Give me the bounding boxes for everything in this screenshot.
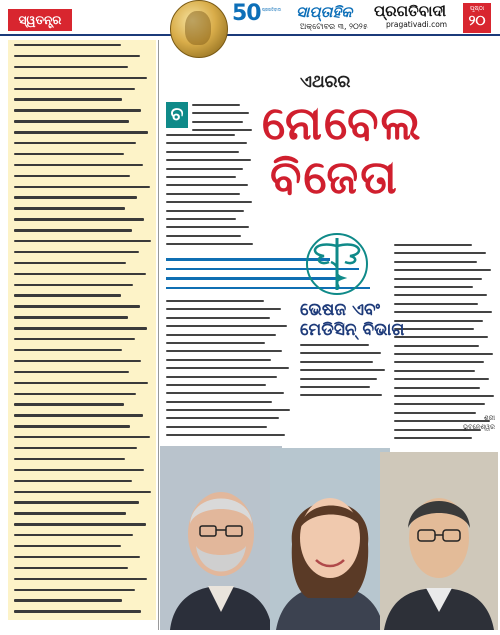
- text-line: [394, 286, 473, 288]
- text-line: [14, 447, 137, 449]
- text-line: [14, 153, 124, 155]
- text-line: [300, 352, 381, 354]
- byline-line-1: ଶ୍ରୀ: [483, 414, 495, 422]
- laureate-photo-1: [160, 446, 282, 630]
- masthead: [0, 0, 500, 34]
- text-line: [166, 434, 285, 436]
- text-line: [14, 512, 126, 514]
- main-text-left: [166, 300, 291, 442]
- anniversary-logo: [232, 3, 286, 31]
- text-line: [394, 294, 487, 296]
- text-line: [14, 251, 139, 253]
- text-line: [14, 131, 148, 133]
- text-line: [14, 480, 132, 482]
- text-line: [394, 244, 472, 246]
- text-line: [166, 226, 249, 228]
- text-line: [166, 359, 271, 361]
- text-line: [14, 196, 137, 198]
- headline-line-1: ନୋବେଲ: [262, 96, 423, 150]
- text-line: [166, 176, 236, 178]
- text-line: [394, 278, 482, 280]
- text-line: [166, 409, 290, 411]
- text-line: [14, 273, 146, 275]
- department-line-1: ଭେଷଜ ଏବଂ: [300, 300, 381, 320]
- text-line: [300, 386, 370, 388]
- text-line: [14, 578, 147, 580]
- text-line: [14, 305, 140, 307]
- text-line: [14, 120, 129, 122]
- text-line: [166, 317, 270, 319]
- text-line: [14, 142, 136, 144]
- text-line: [14, 534, 133, 536]
- text-line: [300, 361, 373, 363]
- text-line: [14, 164, 143, 166]
- text-line: [166, 384, 266, 386]
- text-line: [394, 261, 477, 263]
- department-line-2: ମେଡିସିନ୍ ବିଭାଗ: [300, 320, 405, 340]
- caduceus-icon: [298, 232, 376, 296]
- text-line: [14, 316, 128, 318]
- text-line: [300, 369, 385, 371]
- column-divider: [158, 40, 159, 630]
- text-line: [166, 342, 265, 344]
- text-line: [394, 303, 478, 305]
- text-line: [166, 243, 253, 245]
- text-line: [166, 367, 289, 369]
- text-line: [14, 469, 144, 471]
- text-line: [394, 328, 474, 330]
- intro-text-a: [192, 104, 254, 134]
- text-line: [14, 327, 147, 329]
- brand-name: ପ୍ରଗତିବାଦୀ: [374, 2, 447, 20]
- text-line: [166, 168, 243, 170]
- left-article-text: [8, 40, 156, 613]
- text-line: [394, 387, 480, 389]
- text-line: [192, 104, 240, 106]
- text-line: [300, 394, 382, 396]
- text-line: [192, 121, 243, 123]
- text-line: [14, 66, 128, 68]
- text-line: [166, 210, 244, 212]
- text-line: [394, 252, 486, 254]
- text-line: [166, 325, 287, 327]
- text-line: [394, 353, 493, 355]
- text-line: [166, 350, 282, 352]
- text-line: [166, 235, 241, 237]
- text-line: [166, 142, 247, 144]
- page-number: ୨୦: [468, 13, 486, 29]
- text-line: [166, 426, 267, 428]
- text-line: [166, 376, 277, 378]
- page-badge: [463, 3, 491, 33]
- text-line: [166, 134, 235, 136]
- text-line: [166, 308, 281, 310]
- text-line: [166, 193, 240, 195]
- text-line: [14, 599, 122, 601]
- issue-date: ଅକ୍ଟୋବର ୩, ୨୦୨୫: [300, 22, 368, 31]
- text-line: [14, 349, 122, 351]
- text-line: [166, 201, 252, 203]
- text-line: [166, 300, 264, 302]
- text-line: [394, 345, 479, 347]
- text-line: [14, 567, 128, 569]
- text-line: [14, 382, 148, 384]
- text-line: [14, 294, 121, 296]
- text-line: [166, 151, 239, 153]
- text-line: [14, 393, 136, 395]
- text-line: [14, 229, 132, 231]
- text-line: [14, 88, 135, 90]
- text-line: [394, 395, 494, 397]
- text-line: [192, 112, 249, 114]
- text-line: [14, 371, 129, 373]
- text-line: [14, 55, 140, 57]
- text-line: [14, 262, 126, 264]
- text-line: [14, 425, 130, 427]
- text-line: [166, 184, 248, 186]
- byline: [460, 414, 495, 432]
- text-line: [14, 360, 141, 362]
- text-line: [394, 437, 472, 439]
- site-url[interactable]: pragativadi.com: [386, 20, 448, 29]
- text-line: [14, 338, 135, 340]
- text-line: [14, 414, 143, 416]
- text-line: [14, 77, 147, 79]
- anniversary-number: 50: [232, 1, 261, 26]
- main-text-center: [300, 344, 388, 404]
- text-line: [14, 523, 146, 525]
- text-line: [14, 240, 151, 242]
- text-line: [166, 218, 236, 220]
- page-label: ପୃଷ୍ଠା: [469, 5, 485, 12]
- text-line: [394, 361, 484, 363]
- text-line: [394, 269, 491, 271]
- department-label: [300, 300, 404, 340]
- text-line: [14, 186, 150, 188]
- text-line: [14, 284, 133, 286]
- text-line: [394, 370, 475, 372]
- text-line: [394, 378, 489, 380]
- text-line: [394, 320, 483, 322]
- text-line: [166, 392, 284, 394]
- anniversary-caption: ପ୍ରଗତିବାଦୀ: [262, 7, 282, 12]
- text-line: [14, 589, 135, 591]
- publication-mark: ସାପ୍ତାହିକ: [296, 3, 353, 21]
- text-line: [166, 401, 272, 403]
- text-line: [14, 436, 150, 438]
- text-line: [300, 378, 377, 380]
- text-line: [394, 403, 485, 405]
- text-line: [14, 556, 140, 558]
- text-line: [166, 334, 276, 336]
- text-line: [14, 207, 125, 209]
- text-line: [14, 218, 144, 220]
- text-line: [166, 159, 251, 161]
- laureate-photo-3: [380, 452, 498, 630]
- intro-text-b: [166, 134, 254, 252]
- drop-cap: ଚ: [166, 102, 188, 128]
- text-line: [14, 109, 141, 111]
- headline-kicker: ଏଥରର: [300, 72, 351, 92]
- text-line: [14, 403, 124, 405]
- text-line: [14, 44, 121, 46]
- text-line: [14, 545, 121, 547]
- headline-line-2: ବିଜେତା: [270, 150, 399, 204]
- text-line: [300, 344, 369, 346]
- text-line: [14, 175, 130, 177]
- text-line: [14, 98, 122, 100]
- left-article-column: [8, 40, 156, 620]
- section-label: ସ୍ୱତନ୍ତ୍ର: [8, 9, 72, 31]
- byline-line-2: ଭୁବନେଶ୍ୱର: [463, 423, 495, 431]
- text-line: [166, 417, 279, 419]
- text-line: [14, 610, 141, 612]
- text-line: [14, 491, 151, 493]
- nobel-medal-icon: [170, 0, 228, 58]
- text-line: [192, 129, 252, 131]
- text-line: [394, 311, 492, 313]
- text-line: [14, 458, 125, 460]
- text-line: [394, 336, 488, 338]
- text-line: [14, 501, 139, 503]
- laureate-photo-2: [270, 448, 390, 630]
- header-rule: [0, 34, 500, 36]
